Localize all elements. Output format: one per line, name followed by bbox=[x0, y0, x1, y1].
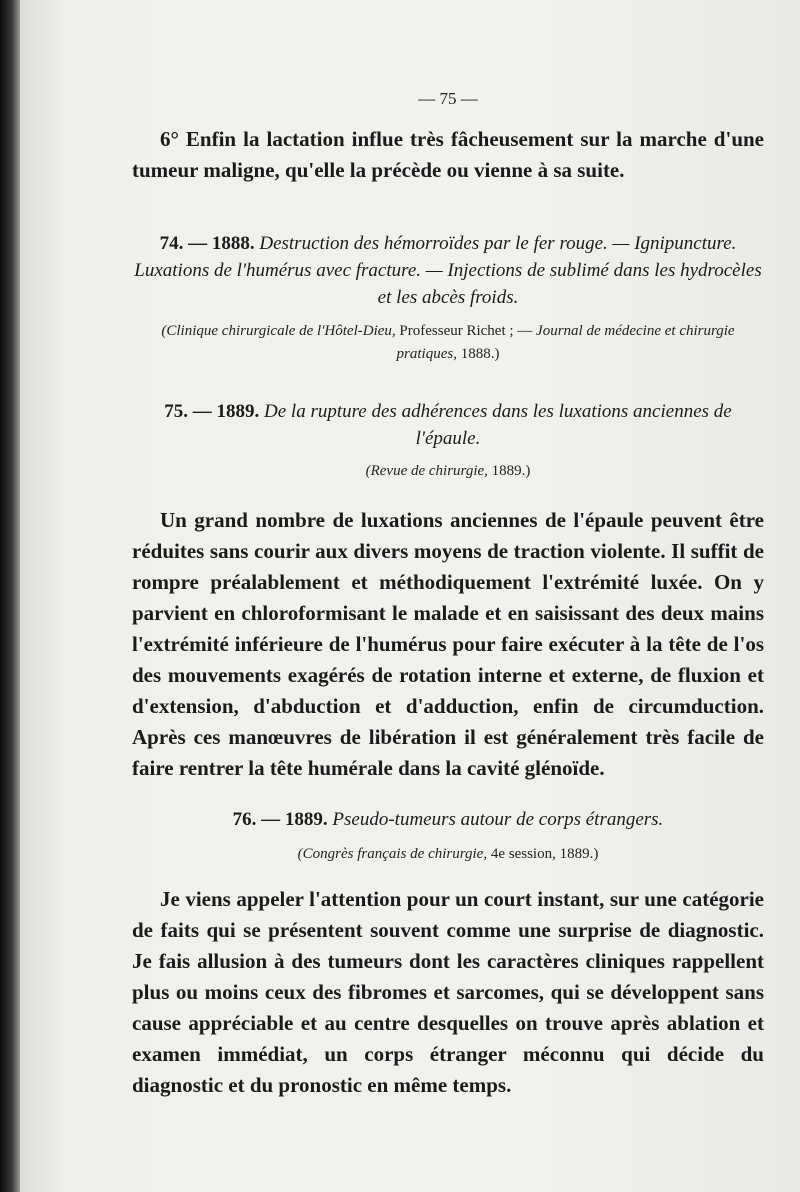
entry-76-body bbox=[132, 884, 764, 1101]
paragraph-text: 6° Enfin la lactation influe très fâcheusement sur la marche d'une tumeur maligne, qu'elle la précède ou vienne à sa suite. bbox=[132, 127, 764, 182]
entry-number: 75. — 1889. bbox=[164, 401, 260, 422]
entry-title: De la rupture des adhérences dans les luxations anciennes de l'épaule. bbox=[264, 401, 732, 449]
entry-number: 76. — 1889. bbox=[232, 809, 328, 830]
entry-74-reference bbox=[132, 320, 764, 366]
ref-source: (Revue de chirurgie, bbox=[365, 463, 488, 479]
entry-title: Destruction des hémorroïdes par le fer rouge. — Ignipuncture. Luxations de l'humérus avec fracture. — Injections de sublimé dans les hydrocèles et les abcès froids. bbox=[134, 233, 762, 308]
entry-number: 74. — 1888. bbox=[159, 233, 255, 254]
paragraph-lactation bbox=[132, 124, 764, 186]
ref-professor: Professeur Richet ; — bbox=[399, 323, 533, 339]
entry-75-heading bbox=[132, 398, 764, 452]
page-gutter-shadow bbox=[0, 0, 20, 1192]
ref-session: 4e session, 1889.) bbox=[490, 846, 599, 862]
ref-journal: Journal de médecine et chirurgie pratiques, bbox=[396, 323, 735, 362]
entry-76-heading bbox=[132, 806, 764, 833]
ref-year: 1888.) bbox=[460, 346, 500, 362]
book-page bbox=[20, 0, 800, 1192]
paragraph-text: Je viens appeler l'attention pour un court instant, sur une catégorie de faits qui se présentent souvent comme une surprise de diagnostic. Je fais allusion à des tumeurs dont les caractères cliniques rappellent plus ou moins ceux des fibromes et sarcomes, qui se développent sans cause appréciable et au centre desquelles on trouve après ablation et examen immédiat, un corps étranger méconnu qui décide du diagnostic et du pronostic en même temps. bbox=[132, 887, 764, 1097]
ref-year: 1889.) bbox=[491, 463, 531, 479]
ref-source: (Congrès français de chirurgie, bbox=[297, 846, 488, 862]
ref-source: (Clinique chirurgicale de l'Hôtel-Dieu, bbox=[161, 323, 396, 339]
entry-75-reference bbox=[132, 460, 764, 483]
entry-title: Pseudo-tumeurs autour de corps étrangers. bbox=[332, 809, 664, 830]
paragraph-text: Un grand nombre de luxations anciennes de l'épaule peuvent être réduites sans courir aux divers moyens de traction violente. Il suffit de rompre préalablement et méthodiquement l'extrémité luxée. On y parvient en chloroformisant le malade et en saisissant des deux mains l'extrémité inférieure de l'humérus pour faire exécuter à la tête de l'os des mouvements exagérés de rotation interne et externe, de fluxion et d'extension, d'abduction et d'adduction, enfin de circumduction. Après ces manœuvres de libération il est généralement très facile de faire rentrer la tête humérale dans la cavité glénoïde. bbox=[132, 508, 764, 780]
entry-76-reference bbox=[132, 843, 764, 866]
entry-74-heading bbox=[132, 230, 764, 311]
entry-75-body bbox=[132, 505, 764, 784]
page-number: — 75 — bbox=[418, 89, 478, 108]
